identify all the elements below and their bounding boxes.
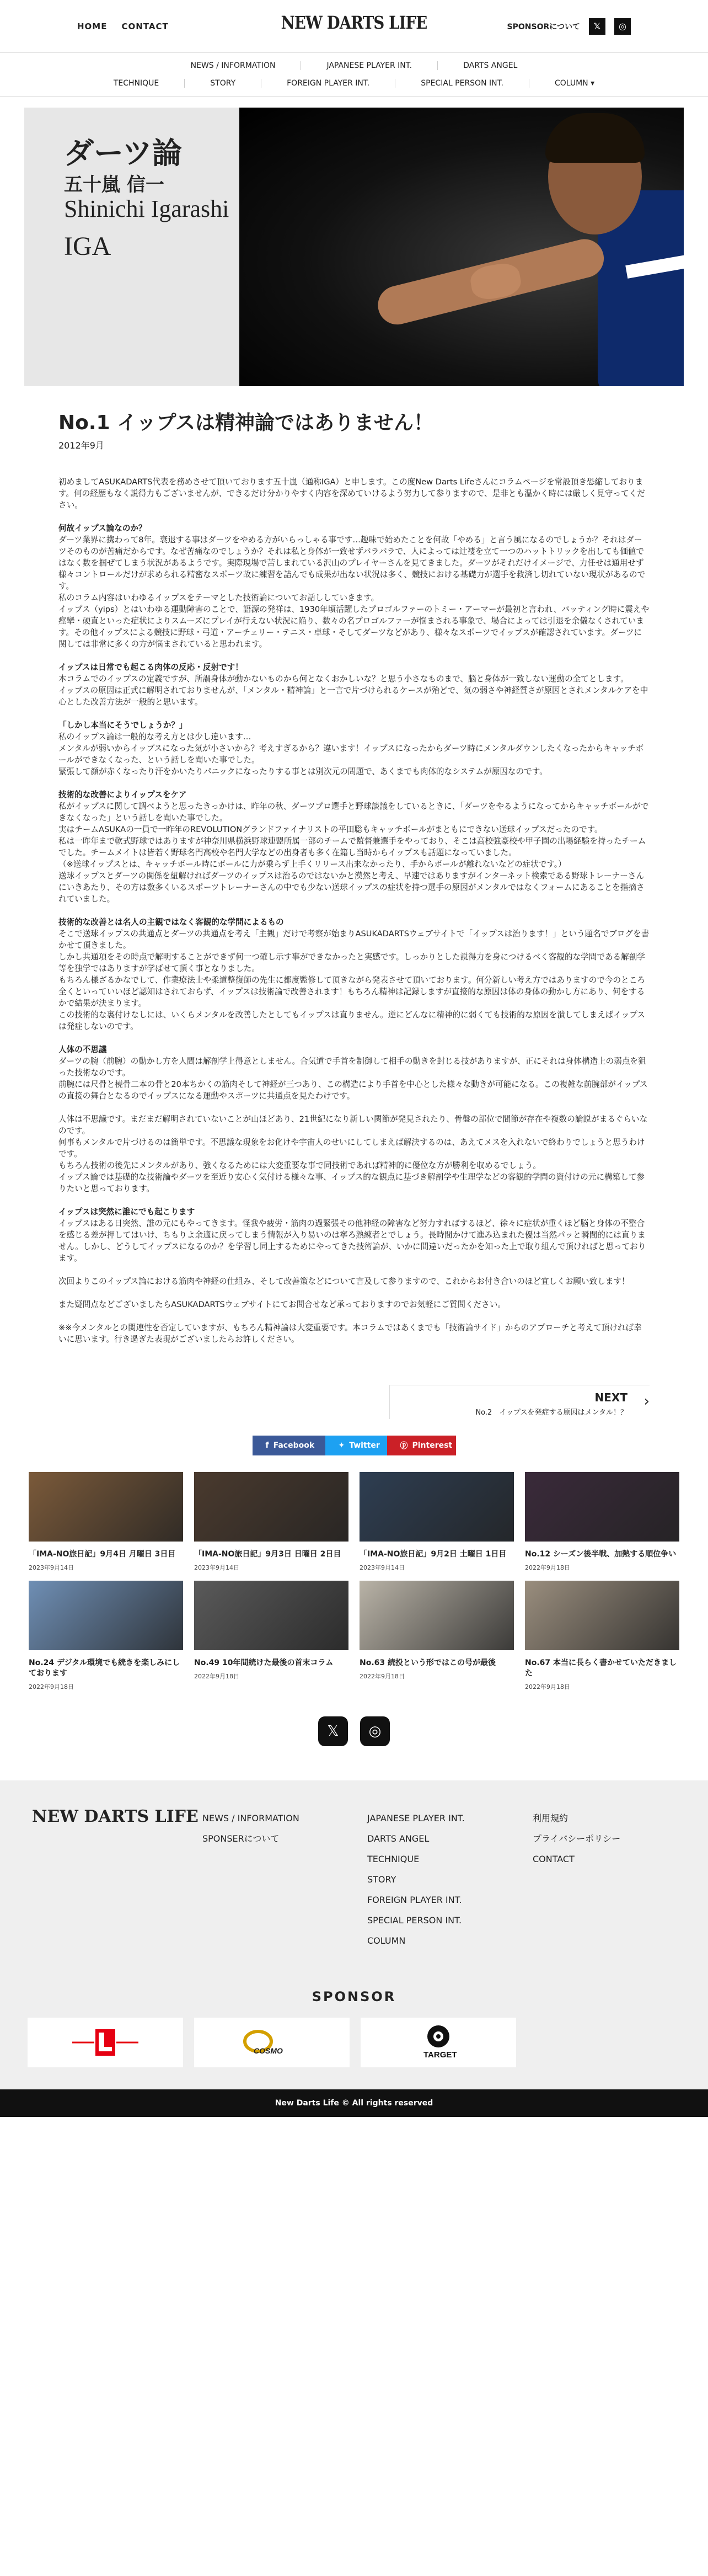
related-article-card[interactable] bbox=[525, 1472, 679, 1572]
hero-author-name: 五十嵐 信一 bbox=[64, 174, 164, 196]
twitter-share-button[interactable]: ✦ Twitter bbox=[325, 1436, 387, 1455]
sponsor-logo-lstyle[interactable] bbox=[28, 2018, 183, 2067]
spacer bbox=[58, 1310, 650, 1322]
related-article-title: 「IMA-NO旅日記」9月4日 月曜日 3日目 bbox=[29, 1550, 176, 1559]
instagram-icon[interactable]: ◎ bbox=[360, 1716, 390, 1746]
related-article-date: 2022年9月18日 bbox=[525, 1564, 570, 1571]
site-logo[interactable]: NEW DARTS LIFE bbox=[281, 12, 427, 33]
article-paragraph: 何事もメンタルで片づけるのは簡単です。不思議な現象をお化けや宇宙人のせいにしてしまえば解決するのは、あえてメスを入れないで終わりでしょうと思うわけです。 bbox=[58, 1138, 645, 1159]
footer bbox=[0, 1780, 708, 2089]
article bbox=[58, 386, 650, 1419]
article-paragraph: （※送球イップスとは、キャッチボール時にボールに力が乗らず上手くリリース出来なかったり、手からボールが離れないなどの症状です。） bbox=[58, 860, 566, 869]
article-paragraph: 次回よりこのイップス論における筋肉や神経の仕組み、そして改善策などについて言及して参りますので、これからお付き合いのほど宜しくお願い致します！ bbox=[58, 1277, 630, 1286]
spacer bbox=[58, 511, 650, 522]
subnav-item[interactable]: JAPANESE PLAYER INT. bbox=[301, 61, 437, 70]
subnav-item[interactable]: STORY bbox=[184, 79, 261, 88]
article-paragraph: この技術的な裏付けなしには、いくらメンタルを改善したとしてもイップスは直りません。逆にどんなに精神的に弱くても技術的な原因を潰してしまえばイップスは発症しないのです。 bbox=[58, 1010, 645, 1031]
nav-sponsor[interactable]: SPONSORについて bbox=[507, 22, 580, 31]
related-article-title: No.49 10年間続けた最後の首末コラム bbox=[194, 1658, 334, 1667]
related-article-title: No.12 シーズン後半戦、加熱する順位争い bbox=[525, 1550, 677, 1559]
article-paragraph: 私がイップスに関して調べようと思ったきっかけは、昨年の秋、ダーツプロ選手と野球談議をしているときに、「ダーツをやるようになってからキャッチボールができなくなった」という話しを聞いた事でした。 bbox=[58, 802, 649, 823]
spacer bbox=[58, 708, 650, 719]
chevron-right-icon: › bbox=[643, 1393, 650, 1410]
social-links bbox=[0, 1716, 708, 1746]
copyright: New Darts Life © All rights reserved bbox=[0, 2089, 708, 2117]
article-paragraph: しかし共通項をその時点で解明することができず何一つ確し示す事ができなかったと実感です。しっかりとした説得力を身につけるべく客観的な学問である解剖学等を独学ではありますが学ばせて頂く事となりました。 bbox=[58, 952, 645, 973]
hero-nickname: IGA bbox=[64, 232, 111, 261]
related-article-title: No.67 本当に長らく書かせていただきました bbox=[525, 1658, 677, 1678]
subnav-item[interactable]: TECHNIQUE bbox=[113, 79, 159, 88]
twitter-icon: ✦ bbox=[338, 1441, 345, 1450]
footer-link[interactable]: SPECIAL PERSON INT. bbox=[367, 1915, 462, 1926]
spacer bbox=[58, 1032, 650, 1044]
section-heading: 人体の不思議 bbox=[58, 1045, 107, 1054]
article-paragraph: もちろん様ざるかなでして、作業療法士や柔道整復師の先生に都度監修して頂きながら発表させて頂いております。何分新しい考え方ではありますので今のところ全くといっていいほど認知はされておらず、イップスは技術論で改善されます！もちろん精神は記録しますが直接的な原因は体の身体の動かし方にあり、何をするかで結果が決まります。 bbox=[58, 975, 645, 1008]
next-label: NEXT bbox=[594, 1391, 627, 1404]
article-paragraph: そこで送球イップスの共通点とダーツの共通点を考え「主観」だけで考察が始まりASUKADARTSウェブサイトで「イップスは治ります！」という題名でブログを書かせて頂きました。 bbox=[58, 929, 650, 950]
article-paragraph: また疑問点などございましたらASUKADARTSウェブサイトにてお問合せなど承っておりますのでお気軽にご質問ください。 bbox=[58, 1300, 506, 1309]
footer-link[interactable]: DARTS ANGEL bbox=[367, 1833, 430, 1844]
twitter-icon[interactable]: 𝕏 bbox=[589, 18, 605, 35]
article-paragraph: 私のコラム内容はいわゆるイップスをテーマとした技術論についてお話ししていきます。 bbox=[58, 593, 379, 602]
article-paragraph: メンタルが弱いからイップスになった気が小さいから？考えすぎるから？違います！イップスになったからダーツ時にメンタルダウンしたくなったからキャッチボールができなくなった、という話しを聞いた事でした。 bbox=[58, 744, 644, 765]
related-article-card[interactable] bbox=[29, 1581, 183, 1691]
related-article-date: 2022年9月18日 bbox=[194, 1673, 239, 1680]
hero-text-panel bbox=[24, 108, 239, 386]
article-paragraph: 本コラムでのイップスの定義ですが、所謂身体が動かないものから何となくおかしいな？と思う小さなものまで、脳と身体が一致しない運動の全てとします。 bbox=[58, 674, 629, 684]
related-article-card[interactable] bbox=[194, 1581, 348, 1691]
article-paragraph: ※※今メンタルとの関連性を否定していますが、もちろん精神論は大変重要です。本コラムではあくまでも「技術論サイド」からのアプローチと考えて頂ければ幸いに思います。行き過ぎた表現がございましたらお許しください。 bbox=[58, 1323, 642, 1344]
article-paragraph: イップス論では基礎的な技術論やダーツを至近り安心く気付ける様々な事、イップス的な観点に基づき解剖学や生理学などの客観的学問の資付けの元に構築して参りたいと思っております。 bbox=[58, 1172, 645, 1193]
footer-link[interactable]: SPONSERについて bbox=[202, 1833, 280, 1844]
instagram-icon[interactable]: ◎ bbox=[614, 18, 631, 35]
footer-link[interactable]: 利用規約 bbox=[533, 1813, 568, 1823]
related-article-title: No.63 続投という形ではこの号が最後 bbox=[360, 1658, 496, 1667]
article-paragraph: もちろん技術の後先にメンタルがあり、強くなるためには大変重要な事で同技術であれば精神的に優位な方が勝利を収めるでしょう。 bbox=[58, 1161, 541, 1170]
category-nav bbox=[0, 52, 708, 97]
subnav-item[interactable]: COLUMN ▾ bbox=[529, 79, 620, 88]
related-article-title: No.24 デジタル環境でも続きを楽しみにしております bbox=[29, 1658, 180, 1678]
spacer bbox=[58, 1194, 650, 1206]
section-heading: イップスは突然に誰にでも起こります bbox=[58, 1207, 195, 1217]
article-paragraph: ダーツ業界に携わって8年。衰退する事はダーツをやめる方がいらっしゃる事です…趣味で始めたことを何故「やめる」と言う風になるのでしょうか？それはダーツそのものが苦痛だからです。なぜ苦痛なのでしょうか？それは私と身体が一致せずバラバラで、人によっては辻褄を立て一つのハットトリックを出しても価値ではなく数を掴ぜてしまう状況があるようです。実際現場で苦しまれている沢山のプレイヤーさんを見てきました。ダーツがそれだけイメージで、力任せは通用せず様々コントロールだけが求められる精密なスポーツ故に練習を詰んでも成果が出ない状況は多く、競技における基礎力が選手を救済し切れていない現状があるのです。 bbox=[58, 535, 646, 591]
article-paragraph: 前腕には尺骨と橈骨二本の骨と20本ちかくの筋肉そして神経が三つあり、この構造により手首を中心とした様々な動きが可能になる。この複雑な前腕部がイップスの直接の舞台となるのでイップスになる運動やスポーツに共通点を見たわけです。 bbox=[58, 1080, 648, 1101]
related-article-date: 2023年9月14日 bbox=[29, 1564, 74, 1571]
article-paragraph: 送球イップスとダーツの関係を紐解ければダーツのイップスは治るのではないかと漠然と考え、早速ではありますがインターネット検索である野球トレーナーさんにいきあたり、その方は数多くいるスポーツトレーナーさんの中でも少ない送球イップスの症状を持つ選手の原因がメンタルではなくフォームにあることを指摘されていました。 bbox=[58, 871, 645, 904]
spacer bbox=[58, 1264, 650, 1276]
article-thumbnail bbox=[360, 1472, 514, 1542]
footer-link[interactable]: COLUMN bbox=[367, 1935, 406, 1946]
svg-text:TARGET: TARGET bbox=[423, 2050, 457, 2060]
sponsor-logo-target[interactable] bbox=[361, 2018, 516, 2067]
next-article-link[interactable] bbox=[389, 1385, 650, 1419]
top-bar bbox=[0, 0, 708, 52]
article-thumbnail bbox=[29, 1472, 183, 1542]
related-article-card[interactable] bbox=[525, 1581, 679, 1691]
spacer bbox=[58, 1102, 650, 1113]
related-article-date: 2023年9月14日 bbox=[360, 1564, 405, 1571]
next-title: No.2 イップスを発症する原因はメンタル！？ bbox=[475, 1409, 627, 1417]
spacer bbox=[58, 650, 650, 662]
related-article-date: 2023年9月14日 bbox=[194, 1564, 239, 1571]
article-thumbnail bbox=[29, 1581, 183, 1650]
spacer bbox=[58, 905, 650, 916]
article-paragraph: 私は一昨年まで軟式野球ではありますが神奈川県横浜野球連盟所属一部のチームで監督兼選手をやっており、そこは高校強豪校や甲子園の出場経験を持ったチームでした。チームメイトは皆若く野球名門高校や名門大学などの出身者も多く在籍し当時からイップスも話題になっていました。 bbox=[58, 836, 646, 857]
section-heading: イップスは日常でも起こる肉体の反応・反射です！ bbox=[58, 663, 243, 672]
related-article-date: 2022年9月18日 bbox=[525, 1683, 570, 1690]
section-heading: 技術的な改善によりイップスをケア bbox=[58, 790, 187, 799]
article-paragraph: イップスの原因は正式に解明されておりませんが、「メンタル・精神論」と一言で片づけられるケースが殆どで、気の弱さや神経質さが原因とされメンタルケアを中心とした改善方法が一般的と思います。 bbox=[58, 686, 648, 707]
sponsor-logos bbox=[28, 2018, 516, 2067]
related-article-card[interactable] bbox=[194, 1472, 348, 1572]
subnav-item[interactable]: NEWS / INFORMATION bbox=[190, 61, 276, 70]
share-buttons bbox=[0, 1436, 708, 1455]
related-article-card[interactable] bbox=[360, 1472, 514, 1572]
article-date: 2012年9月 bbox=[58, 440, 104, 451]
hero-title: ダーツ論 bbox=[64, 136, 182, 170]
subnav-item[interactable]: SPECIAL PERSON INT. bbox=[395, 79, 529, 88]
spacer bbox=[58, 777, 650, 789]
related-article-date: 2022年9月18日 bbox=[360, 1673, 405, 1680]
pinterest-share-button[interactable]: ⓟ Pinterest bbox=[387, 1436, 456, 1455]
section-heading: 「しかし本当にそうでしょうか？」 bbox=[58, 721, 187, 730]
footer-link[interactable]: FOREIGN PLAYER INT. bbox=[367, 1895, 462, 1905]
article-body bbox=[58, 476, 650, 1345]
footer-logo[interactable]: NEW DARTS LIFE bbox=[32, 1807, 199, 1826]
top-right bbox=[507, 18, 631, 35]
article-title: No.1 イップスは精神論ではありません！ bbox=[58, 412, 433, 434]
pinterest-icon: ⓟ bbox=[400, 1442, 408, 1450]
section-heading: 技術的な改善とは名人の主観ではなく客観的な学問によるもの bbox=[58, 918, 284, 927]
footer-link[interactable]: NEWS / INFORMATION bbox=[202, 1813, 299, 1823]
hero-banner bbox=[24, 108, 684, 386]
hero-photo bbox=[239, 108, 684, 386]
hero-author-roman: Shinichi Igarashi bbox=[64, 195, 229, 222]
article-thumbnail bbox=[525, 1472, 679, 1542]
top-nav bbox=[77, 22, 169, 31]
svg-text:COSMO: COSMO bbox=[254, 2046, 283, 2055]
nav-contact[interactable]: CONTACT bbox=[121, 21, 169, 31]
spacer bbox=[58, 1287, 650, 1299]
facebook-icon: f bbox=[265, 1441, 269, 1450]
footer-link[interactable]: STORY bbox=[367, 1874, 396, 1885]
related-article-title: 「IMA-NO旅日記」9月2日 土曜日 1日目 bbox=[360, 1550, 507, 1559]
article-thumbnail bbox=[525, 1581, 679, 1650]
related-article-title: 「IMA-NO旅日記」9月3日 日曜日 2日目 bbox=[194, 1550, 341, 1559]
footer-link[interactable]: JAPANESE PLAYER INT. bbox=[367, 1813, 465, 1823]
article-paragraph: 初めましてASUKADARTS代表を務めさせて頂いております五十嵐（通称IGA）と申します。この度New Darts Lifeさんにコラムページを常設頂き恐縮しております。何の経歴もなく説得力もございませんが、できるだけ分かりやすく内容を深めていけるよう努力して参りますので、是非とも温かく時には厳しく見守ってください。 bbox=[58, 477, 645, 510]
related-article-date: 2022年9月18日 bbox=[29, 1683, 74, 1690]
article-paragraph: 緊張して顔が赤くなったり汗をかいたりパニックになったりする事とは別次元の問題で、あくまでも肉体的なシステムが原因なのです。 bbox=[58, 767, 548, 776]
sponsor-title: SPONSOR bbox=[312, 1989, 396, 2004]
related-articles bbox=[29, 1472, 679, 1691]
article-paragraph: 人体は不思議です。まだまだ解明されていないことが山ほどあり、21世紀になり新しい関節が発見されたり、骨盤の部位で間節が存在や複数の論説がまるぐらいなのです。 bbox=[58, 1114, 648, 1135]
article-thumbnail bbox=[360, 1581, 514, 1650]
related-article-card[interactable] bbox=[29, 1472, 183, 1572]
section-heading: 何故イップス論なのか？ bbox=[58, 524, 147, 533]
article-paragraph: 実はチームASUKAの一員で一昨年のREVOLUTIONグランドファイナリストの平田聡もキャッチボールがまともにできない送球イップスだったのです。 bbox=[58, 825, 603, 834]
twitter-icon[interactable]: 𝕏 bbox=[318, 1716, 348, 1746]
article-paragraph: ダーツの腕（前腕）の動かし方を人間は解剖学上得意としません。合気道で手首を制御して相手の動きを封じる技がありますが、正にそれは身体構造上の弱点を狙った技術なのです。 bbox=[58, 1057, 646, 1078]
sponsor-logo-cosmo[interactable] bbox=[194, 2018, 350, 2067]
footer-link[interactable]: TECHNIQUE bbox=[367, 1854, 420, 1864]
footer-link[interactable]: CONTACT bbox=[533, 1854, 575, 1864]
facebook-share-button[interactable]: f Facebook bbox=[253, 1436, 325, 1455]
article-paragraph: 私のイップス論は一般的な考え方とは少し違います… bbox=[58, 732, 251, 742]
article-thumbnail bbox=[194, 1581, 348, 1650]
article-paragraph: イップスはある日突然、誰の元にもやってきます。怪我や疲労・筋肉の過緊張その他神経の障害など努力すればするほど、徐々に症状が重くほど脳と身体の不整合を感じる差が押してはいけ、ちもりよ余適に戻ってしまう情報が入り易いのは寧ろ熟練者とでしょう。長時間かけて進み込まれた優は当然パッと瞬間的には直りません。しかし、どうしてイップスになるのか？を学習し同上するためにやってきた技術論が、いかに間違いだったかを知った上で取り組んで頂ければと思っております。 bbox=[58, 1219, 646, 1263]
subnav-item[interactable]: DARTS ANGEL bbox=[437, 61, 543, 70]
nav-home[interactable]: HOME bbox=[77, 21, 108, 31]
subnav-item[interactable]: FOREIGN PLAYER INT. bbox=[261, 79, 395, 88]
article-paragraph: イップス（yips）とはいわゆる運動障害のことで、語源の発祥は、1930年頃活躍したプロゴルファーのトミー・アーマーが最初と言われ、パッティング時に震えや痙攣・硬直といった症状によりスムーズにプレイが行えない状況に陥り、数々の名プロゴルファーが悩まされる事象で、場合によっては引退を余儀なくされています。その他イップスによる競技に野球・弓道・アーチェリー・テニス・卓球・そしてダーツなどがあり、様々なスポーツでイップスが確認されています。ダーツに関しては非常に多くの方が悩まされていると思われます。 bbox=[58, 605, 650, 649]
footer-link[interactable]: プライバシーポリシー bbox=[533, 1833, 621, 1844]
related-article-card[interactable] bbox=[360, 1581, 514, 1691]
article-thumbnail bbox=[194, 1472, 348, 1542]
